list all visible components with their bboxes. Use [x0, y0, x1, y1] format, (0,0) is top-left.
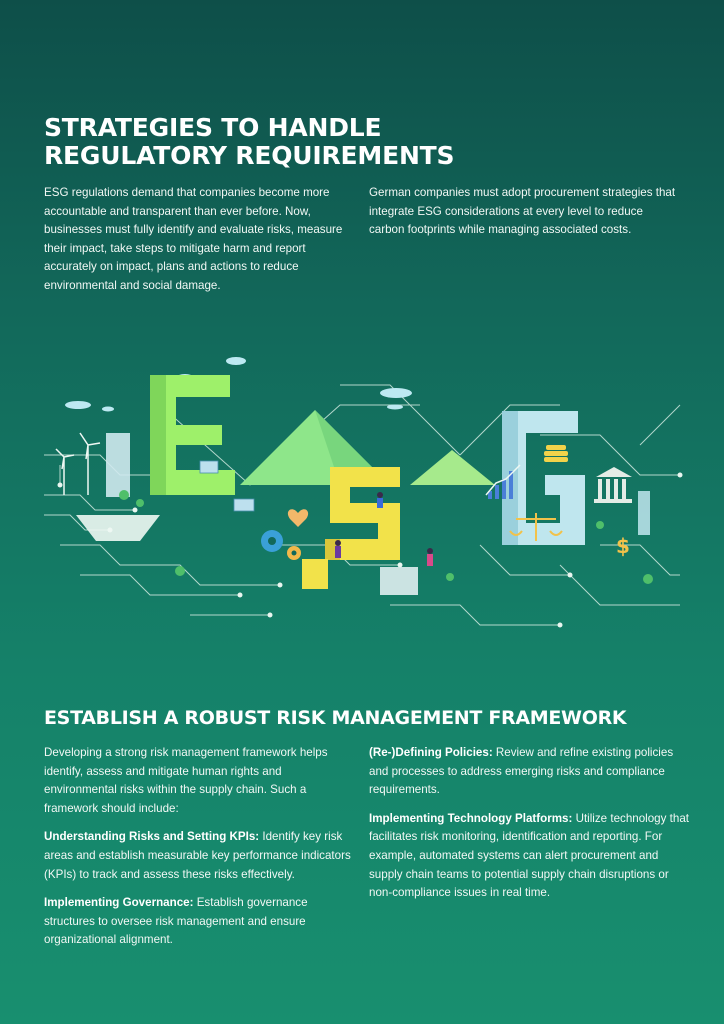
risk-right-column: [369, 744, 689, 913]
esg-illustration: [40, 345, 684, 635]
cloud-shapes: [65, 357, 412, 412]
risk-item-policies: [369, 744, 689, 800]
heart-icon: [288, 509, 308, 527]
office-building: [106, 433, 130, 497]
letter-e: [150, 375, 235, 495]
risk-item-governance: [44, 894, 356, 950]
coin-stack-icon: [544, 445, 568, 462]
risk-item-text: Review and refine existing policies and processes to address emerging risks and compliance requirements.: [369, 746, 674, 797]
section-title-strategies: [44, 114, 684, 170]
risk-item-kpis: [44, 828, 356, 884]
title-line-2: REGULATORY REQUIREMENTS: [44, 141, 455, 170]
risk-item-heading: (Re-)Defining Policies:: [369, 746, 493, 759]
bank-icon: [594, 467, 632, 503]
strategies-right-column: [369, 184, 679, 250]
risk-left-column: [44, 744, 356, 960]
risk-intro-paragraph: Developing a strong risk management framework helps identify, assess and mitigate human rights and environmental risks within the supply chain. Such a framework should include:: [44, 746, 328, 815]
risk-item-text: Utilize technology that facilitates risk monitoring, identification and reporting. For example, automated systems can alert procurement and supply chain teams to potential supply chain disruptions or non-compliance issues in real time.: [369, 811, 689, 900]
strategies-left-column: [44, 184, 356, 306]
dollar-icon: $: [616, 534, 630, 558]
risk-item-heading: Implementing Technology Platforms:: [369, 811, 573, 825]
risk-item-text: Establish governance structures to oversee risk management and ensure organizational alignment.: [44, 896, 308, 947]
title-line-1: STRATEGIES TO HANDLE: [44, 113, 382, 142]
boat-platform: [76, 515, 160, 541]
strategies-paragraph-right: German companies must adopt procurement strategies that integrate ESG considerations at every level to reduce carbon footprints while managing associated costs.: [369, 186, 676, 237]
risk-item-heading: Implementing Governance:: [44, 896, 194, 910]
wind-turbines: [56, 433, 100, 495]
strategies-paragraph-left: ESG regulations demand that companies become more accountable and transparent than ever before. Now, businesses must fully identify and evaluate risks, measure their impact, take steps to mitigate harm and report accurately on impact, plans and actions to reduce environmental and social damage.: [44, 186, 343, 292]
letter-g: [502, 411, 585, 545]
risk-item-heading: Understanding Risks and Setting KPIs:: [44, 830, 260, 844]
risk-item-technology: [369, 810, 689, 903]
section-title-risk-framework: ESTABLISH A ROBUST RISK MANAGEMENT FRAMEWORK: [44, 707, 627, 729]
risk-item-text: Identify key risk areas and establish measurable key performance indicators (KPIs) to track and assess these risks effectively.: [44, 830, 351, 881]
